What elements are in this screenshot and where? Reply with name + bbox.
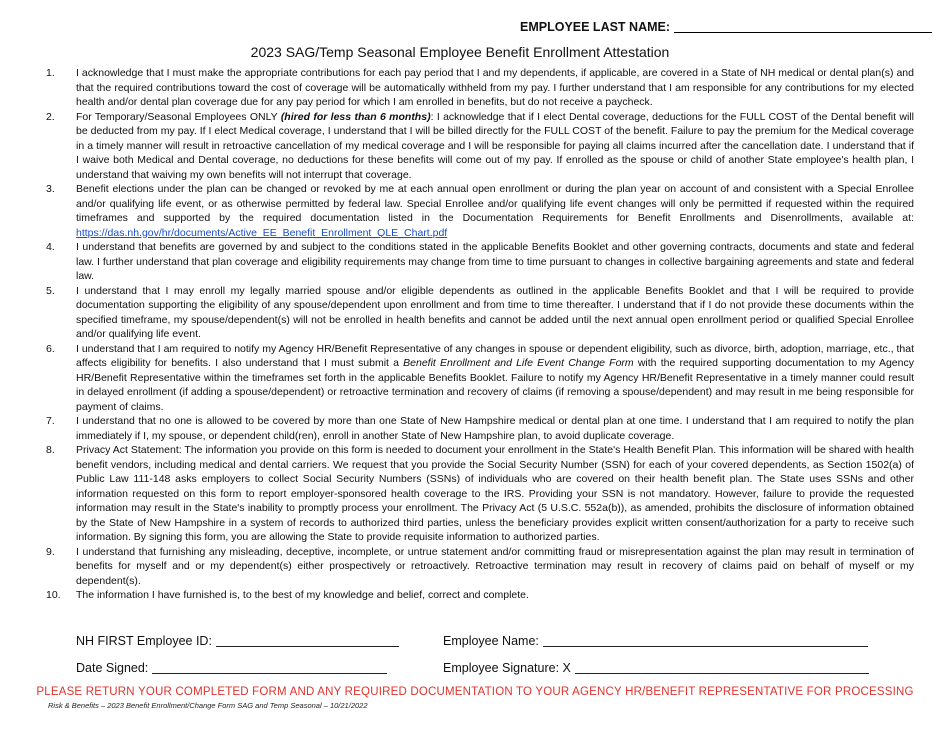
attestation-list <box>46 66 914 603</box>
item-number: 8. <box>46 444 55 456</box>
employee-id-input-line[interactable] <box>216 634 399 647</box>
item-text <box>76 110 914 183</box>
employee-name-field <box>443 634 868 648</box>
item-text <box>76 182 914 240</box>
attestation-item <box>46 342 914 415</box>
item-text-emphasis: (hired for less than 6 months) <box>280 110 431 123</box>
employee-signature-field <box>443 661 869 675</box>
attestation-item <box>46 414 914 443</box>
item-number: 6. <box>46 342 55 355</box>
attestation-item <box>46 66 914 110</box>
item-number: 9. <box>46 545 55 558</box>
employee-name-label: Employee Name: <box>443 634 539 648</box>
attestation-item <box>46 240 914 284</box>
item-text <box>76 342 914 415</box>
employee-id-field <box>76 634 399 648</box>
item-text: Privacy Act Statement: The information you provide on this form is needed to document your enrollment in the State's Health Benefit Plan. This information will be shared with health benefit vendors, including medical and dental carriers. We request that you provide the Social Security Number (SSN) for each of your covered dependents, as Section 1502(a) of Public Law 111-148 asks employers to collect Social Security Numbers (SSNs) of individuals who are covered on their health benefit plan. The State uses SSNs and other information requested on this form to report employer-sponsored health coverage to the IRS. Providing your SSN is not mandatory. However, failure to provide the requested information may result in the State's inability to promptly process your enrollment. The Privacy Act (5 U.S.C. 552a(b)), as amended, prohibits the disclosure of information obtained by the State of New Hampshire in a system of records to authorized third parties, unless the beneficiary provides explicit written consent/authorization for a party to receive such information. By signing this form, you are allowing the State to provide requisite information to authorized parties. <box>76 444 914 543</box>
date-signed-label: Date Signed: <box>76 661 149 675</box>
employee-signature-input-line[interactable] <box>575 661 869 674</box>
attestation-item <box>46 284 914 342</box>
attestation-item <box>46 182 914 240</box>
item-text: I understand that no one is allowed to be covered by more than one State of New Hampshire medical or dental plan at one time. I understand that I am required to notify the plan immediately if I, my spouse, or dependent child(ren), enroll in another State of New Hampshire plan, to avoid duplicate coverage. <box>76 415 914 442</box>
item-number: 1. <box>46 67 55 79</box>
item-number: 2. <box>46 110 55 123</box>
employee-last-name-field <box>520 20 932 34</box>
employee-last-name-input-line[interactable] <box>674 20 932 33</box>
return-instructions: PLEASE RETURN YOUR COMPLETED FORM AND ANY REQUIRED DOCUMENTATION TO YOUR AGENCY HR/BENEFIT REPRESENTATIVE FOR PROCESSING <box>36 686 914 698</box>
employee-signature-label: Employee Signature: X <box>443 661 571 675</box>
attestation-item <box>46 588 914 603</box>
item-text: I acknowledge that I must make the appropriate contributions for each pay period that I and my dependents, if applicable, are covered in a State of NH medical or dental plan(s) and that the required contributions toward the cost of coverage will be automatically withheld from my pay. I further understand that I am responsible for any contributions for my elected health and/or dental plan coverage due for any pay period for which I am enrolled in benefits, but do not receive a paycheck. <box>76 67 914 108</box>
item-text-part: with the required supporting documentation to my Agency HR/Benefit Representative within the timeframes set forth in the applicable Benefits Booklet. Failure to notify my Agency HR/Benefit Representative in a timely manner could result in delayed enrollment (if adding a spouse/dependent) or retroactive termination and recovery of claims (if removing a spouse/dependent) and may result in me being responsible for payment of claims. <box>76 357 914 413</box>
item-text: I understand that furnishing any misleading, deceptive, incomplete, or untrue statement and/or committing fraud or misrepresentation against the plan may result in termination of benefits for myself and or my dependent(s) either prospectively or retroactively. Retroactive termination may result in recovery of claims paid on behalf of myself or my dependent(s). <box>76 545 914 587</box>
form-title: 2023 SAG/Temp Seasonal Employee Benefit Enrollment Attestation <box>250 44 670 60</box>
date-signed-input-line[interactable] <box>152 661 387 674</box>
item-number: 7. <box>46 415 55 427</box>
attestation-item <box>46 110 914 183</box>
item-text: The information I have furnished is, to the best of my knowledge and belief, correct and complete. <box>76 589 529 601</box>
item-text-part: I understand that I am required to notify my Agency HR/Benefit Representative of any changes in spouse or dependent eligibility, such as divorce, birth, adoption, marriage, etc., that affects eligibility for benefits. I also understand that I must submit a <box>76 342 914 369</box>
item-number: 10. <box>46 589 61 601</box>
item-text-part: Benefit elections under the plan can be changed or revoked by me at each annual open enrollment or during the plan year on account of and consistent with a Special Enrollee and/or qualifying life event, or as otherwise permitted by federal law. Special Enrollee and/or qualifying life event changes will only be permitted if requested within the required timeframes and supported by the required documentation listed in the Documentation Requirements for Benefit Enrollments and Disenrollments, available at: <box>76 183 914 224</box>
item-text-emphasis: Benefit Enrollment and Life Event Change Form <box>403 357 634 369</box>
qle-chart-link[interactable]: https://das.nh.gov/hr/documents/Active_EE_Benefit_Enrollment_QLE_Chart.pdf <box>76 226 448 239</box>
item-text: I understand that benefits are governed by and subject to the conditions stated in the applicable Benefits Booklet and other governing contracts, documents and state and federal law. I further understand that plan coverage and eligibility requirements may change from time to time pursuant to changes in collective bargaining agreements and state and federal law. <box>76 241 914 282</box>
item-text: I understand that I may enroll my legally married spouse and/or eligible dependents as outlined in the applicable Benefits Booklet and that I will be required to provide documentation supporting the eligibility of any spouse/dependent upon enrollment and from time to time thereafter. I understand that if I do not provide these documents within the specified timeframe, my spouse/dependent(s) will not be enrolled in health benefits and cannot be added until the next annual open enrollment period or qualified Special Enrollee and/or qualifying life event. <box>76 284 914 340</box>
form-footer: Risk & Benefits – 2023 Benefit Enrollment/Change Form SAG and Temp Seasonal – 10/21/2022 <box>48 701 368 710</box>
item-number: 5. <box>46 284 55 297</box>
employee-id-label: NH FIRST Employee ID: <box>76 634 212 648</box>
item-number: 3. <box>46 183 55 195</box>
attestation-item <box>46 545 914 589</box>
employee-name-input-line[interactable] <box>543 634 868 647</box>
item-number: 4. <box>46 241 55 253</box>
item-text-part: For Temporary/Seasonal Employees ONLY <box>76 110 281 123</box>
date-signed-field <box>76 661 387 675</box>
employee-last-name-label: EMPLOYEE LAST NAME: <box>520 20 671 34</box>
item-text-part: : I acknowledge that if I elect Dental coverage, deductions for the FULL COST of the Dental benefit will be deducted from my pay. If I elect Medical coverage, I understand that I will be billed directly for the FULL COST of the benefit. Failure to pay the premium for the Medical coverage in a timely manner will result in retroactive cancellation of my medical coverage and I will be responsible for paying all claims incurred after the cancellation date. I understand that if I waive both Medical and Dental coverage, no deductions for these benefits will come out of my pay. If enrolled as the spouse or child of another State employee's health plan, I understand that waiving my own benefits will not interrupt that coverage. <box>76 110 914 181</box>
attestation-item <box>46 443 914 545</box>
